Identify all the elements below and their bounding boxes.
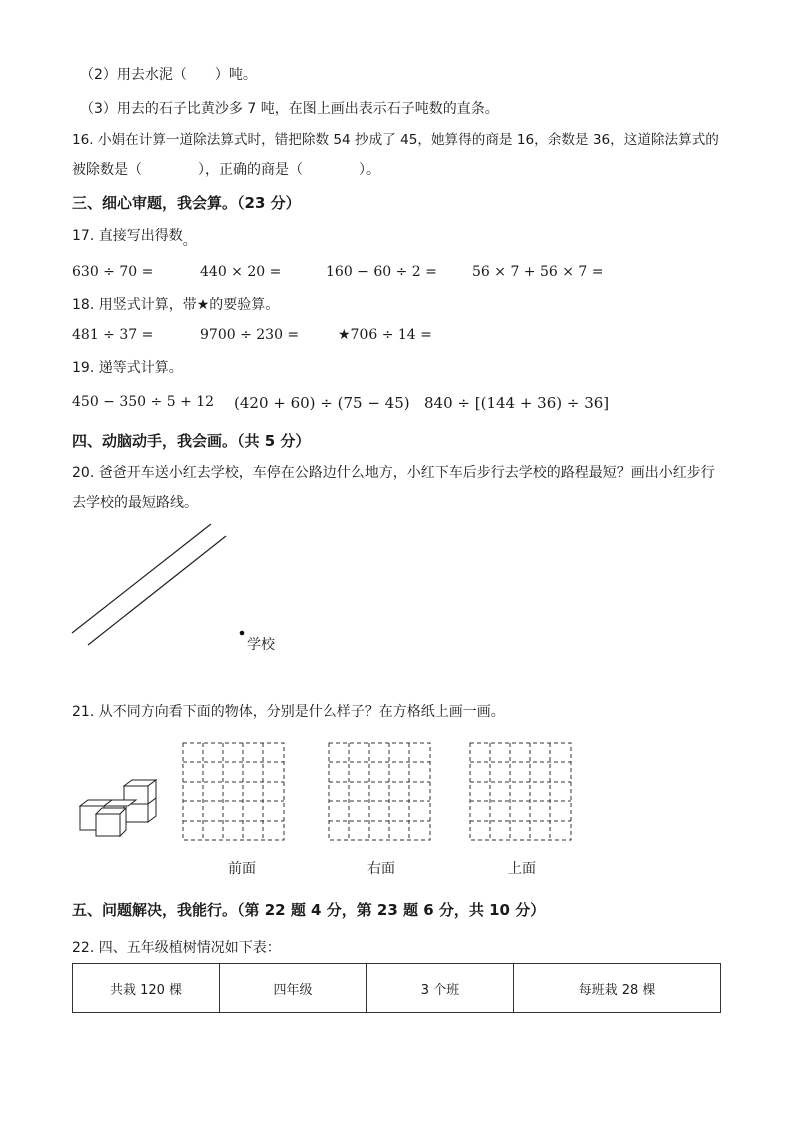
section4-title: 四、动脑动手，我会画。（共 5 分） [72,432,311,450]
q19-calc-2: (420 + 60) ÷ (75 − 45) [234,394,410,412]
caption-right: 右面 [367,861,395,877]
q18-prompt: 18. 用竖式计算，带★的要验算。 [72,297,280,313]
q20-line1: 20. 爸爸开车送小红去学校，车停在公路边什么地方，小红下车后步行去学校的路程最短？画出小红步行 [72,465,715,481]
grid-front[interactable] [182,742,286,842]
q19-calc-3: 840 ÷ [(144 + 36) ÷ 36] [424,394,610,412]
road-edge-lower [88,536,226,645]
planting-table [72,963,721,1013]
q19-calc-1: 450 − 350 ÷ 5 + 12 [72,394,215,410]
table-cell-total: 共栽 120 棵 [73,964,220,1013]
q19-prompt: 19. 递等式计算。 [72,360,183,376]
grid-top[interactable] [469,742,573,842]
q15-item2: （2）用去水泥（ ）吨。 [80,67,257,83]
q20-line2: 去学校的最短路线。 [72,495,198,511]
section3-title: 三、细心审题，我会算。（23 分） [72,194,301,212]
q16-line2: 被除数是（ ），正确的商是（ ）。 [72,162,380,178]
q16-line1: 16. 小娟在计算一道除法算式时，错把除数 54 抄成了 45，她算得的商是 16，余数是 36，这道除法算式的 [72,132,719,148]
table-cell-per-class: 每班栽 28 棵 [514,964,721,1013]
caption-front: 前面 [228,861,256,877]
q15-item3: （3）用去的石子比黄沙多 7 吨，在图上画出表示石子吨数的直条。 [80,101,499,117]
q17-calc-3: 160 − 60 ÷ 2 = [326,264,437,280]
grid-right[interactable] [328,742,432,842]
caption-top: 上面 [508,861,536,877]
table-cell-grade: 四年级 [220,964,367,1013]
q18-calc-3: ★706 ÷ 14 = [338,327,432,343]
q17-calc-4: 56 × 7 + 56 × 7 = [472,264,604,280]
q17-prompt-text: 17. 直接写出得数 [72,228,183,244]
q22-prompt: 22. 四、五年级植树情况如下表： [72,940,281,956]
q18-calc-1: 481 ÷ 37 = [72,327,154,343]
table-cell-classes: 3 个班 [367,964,514,1013]
cube-stack-figure [78,776,160,838]
q18-calc-2: 9700 ÷ 230 = [200,327,300,343]
q21-prompt: 21. 从不同方向看下面的物体，分别是什么样子？在方格纸上画一画。 [72,704,505,720]
q17-calc-1: 630 ÷ 70 = [72,264,154,280]
school-label: 学校 [247,637,275,653]
q17-calc-2: 440 × 20 = [200,264,282,280]
q17-prompt-dot: 。 [182,233,197,249]
road-edge-upper [72,524,211,633]
school-point [240,631,245,636]
table-row [73,964,721,1013]
section5-title: 五、问题解决，我能行。（第 22 题 4 分，第 23 题 6 分，共 10 分） [72,901,546,919]
